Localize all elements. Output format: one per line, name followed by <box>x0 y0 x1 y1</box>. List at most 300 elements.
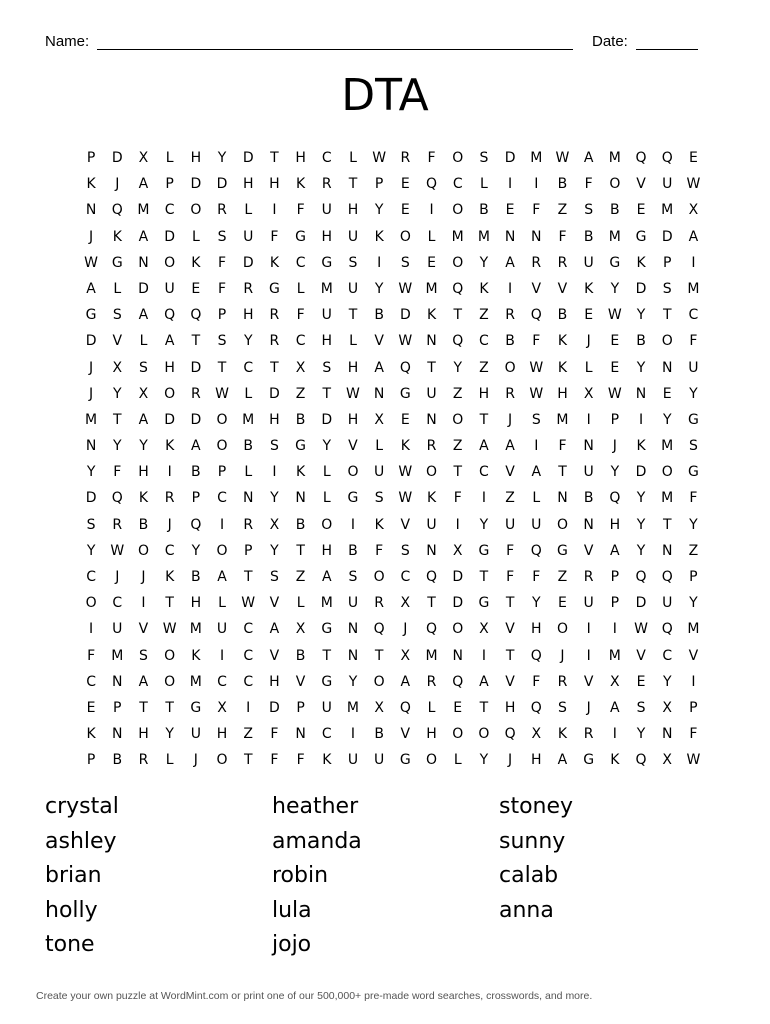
grid-letter: S <box>348 569 358 585</box>
grid-letter: U <box>583 464 594 481</box>
grid-letter: D <box>190 359 202 376</box>
grid-letter: D <box>190 411 202 428</box>
grid-letter: U <box>662 595 673 612</box>
grid-letter: E <box>636 673 646 690</box>
grid-letter: O <box>164 647 176 664</box>
grid-letter: X <box>138 150 149 166</box>
grid-letter: W <box>398 280 413 297</box>
grid-letter: P <box>113 699 122 716</box>
grid-letter: V <box>112 333 123 350</box>
grid-letter: B <box>557 307 568 324</box>
grid-letter: N <box>347 647 359 664</box>
grid-letter: S <box>139 647 148 664</box>
grid-letter: D <box>269 385 280 402</box>
grid-letter: I <box>429 202 434 219</box>
grid-letter: N <box>112 726 123 743</box>
grid-letter: R <box>243 516 254 533</box>
grid-letter: Y <box>191 542 201 559</box>
word-item: tone <box>45 932 95 957</box>
grid-letter: H <box>531 752 542 769</box>
grid-letter: A <box>138 673 149 690</box>
grid-letter: N <box>426 411 437 428</box>
grid-letter: O <box>452 150 464 166</box>
grid-letter: J <box>89 359 94 376</box>
grid-letter: R <box>112 516 123 533</box>
grid-letter: V <box>348 438 358 455</box>
grid-letter: A <box>479 673 489 690</box>
grid-letter: R <box>269 333 280 350</box>
grid-letter: Y <box>270 490 279 507</box>
grid-letter: F <box>296 202 305 219</box>
grid-letter: X <box>583 385 594 402</box>
grid-letter: B <box>191 464 201 481</box>
grid-letter: C <box>400 569 411 585</box>
grid-letter: F <box>532 333 541 350</box>
grid-letter: D <box>216 176 228 193</box>
grid-letter: Z <box>557 202 568 219</box>
grid-letter: U <box>347 595 359 612</box>
word-column <box>272 790 499 963</box>
grid-row <box>78 721 707 747</box>
grid-letter: A <box>374 359 384 376</box>
grid-letter: L <box>191 228 200 245</box>
grid-letter: T <box>165 699 174 716</box>
word-item: ashley <box>45 828 117 854</box>
grid-letter: Z <box>557 569 568 585</box>
grid-letter: G <box>399 385 411 402</box>
grid-letter: Q <box>190 307 202 324</box>
grid-letter: L <box>244 385 253 402</box>
grid-letter: O <box>452 254 464 271</box>
grid-letter: B <box>636 333 646 350</box>
grid-letter: T <box>348 176 358 193</box>
grid-letter: F <box>218 280 227 297</box>
grid-letter: K <box>557 726 568 743</box>
word-item: holly <box>45 897 98 923</box>
grid-letter: J <box>89 228 94 245</box>
grid-letter: H <box>269 176 280 193</box>
grid-letter: U <box>583 595 594 612</box>
grid-letter: D <box>190 176 202 193</box>
grid-letter: N <box>242 490 254 507</box>
grid-letter: Y <box>636 490 646 507</box>
grid-letter: Y <box>610 464 620 481</box>
grid-letter: B <box>374 307 384 324</box>
grid-letter: M <box>320 595 333 612</box>
grid-letter: O <box>452 411 464 428</box>
grid-letter: O <box>661 464 673 481</box>
grid-letter: W <box>686 176 701 193</box>
grid-letter: X <box>452 542 463 559</box>
grid-letter: W <box>555 150 570 166</box>
grid-letter: A <box>505 254 515 271</box>
grid-letter: E <box>400 176 410 193</box>
grid-letter: T <box>270 359 279 376</box>
grid-letter: L <box>296 280 305 297</box>
grid-letter: Y <box>113 438 122 455</box>
grid-letter: Q <box>399 699 411 716</box>
grid-letter: Q <box>661 621 673 638</box>
grid-letter: N <box>426 333 437 350</box>
grid-letter: I <box>455 516 460 533</box>
grid-letter: H <box>138 726 149 743</box>
grid-letter: Y <box>636 307 646 324</box>
grid-letter: F <box>270 726 279 743</box>
grid-letter: K <box>426 490 437 507</box>
grid-letter: O <box>373 673 385 690</box>
grid-letter: D <box>452 569 464 585</box>
grid-row <box>78 145 707 171</box>
grid-letter: K <box>165 438 175 455</box>
grid-letter: C <box>321 150 332 166</box>
grid-letter: D <box>242 150 254 166</box>
grid-letter: S <box>112 307 122 324</box>
grid-letter: M <box>137 202 150 219</box>
grid-letter: F <box>558 438 567 455</box>
grid-letter: D <box>635 280 647 297</box>
grid-letter: K <box>165 569 175 585</box>
grid-letter: Z <box>479 307 489 324</box>
grid-letter: A <box>164 333 175 350</box>
grid-letter: T <box>374 647 384 664</box>
grid-letter: W <box>372 150 387 166</box>
grid-letter: U <box>321 202 332 219</box>
grid-row <box>78 747 707 773</box>
grid-letter: E <box>688 150 698 166</box>
grid-letter: S <box>400 542 410 559</box>
grid-letter: A <box>557 752 568 769</box>
grid-letter: Z <box>295 385 306 402</box>
grid-letter: S <box>558 699 567 716</box>
grid-letter: K <box>636 254 646 271</box>
grid-letter: B <box>583 490 594 507</box>
grid-letter: C <box>662 647 673 664</box>
grid-letter: J <box>167 516 172 533</box>
grid-letter: R <box>138 752 149 769</box>
grid-letter: U <box>112 621 123 638</box>
grid-letter: C <box>243 673 254 690</box>
grid-letter: M <box>608 647 621 664</box>
grid-letter: S <box>269 569 279 585</box>
grid-letter: F <box>532 569 541 585</box>
grid-letter: R <box>557 673 568 690</box>
grid-row <box>78 616 707 642</box>
grid-letter: K <box>269 254 279 271</box>
grid-letter: A <box>610 699 620 716</box>
grid-letter: K <box>557 333 568 350</box>
grid-letter: X <box>374 411 384 428</box>
grid-letter: I <box>219 516 225 533</box>
grid-letter: I <box>508 176 513 193</box>
grid-letter: S <box>217 333 227 350</box>
grid-letter: T <box>453 464 462 481</box>
grid-row <box>78 407 707 433</box>
grid-letter: L <box>532 490 541 507</box>
grid-letter: V <box>557 280 568 297</box>
grid-letter: Y <box>479 752 489 769</box>
grid-letter: F <box>113 464 122 481</box>
grid-letter: U <box>662 176 673 193</box>
grid-letter: B <box>112 752 123 769</box>
grid-letter: C <box>217 673 227 690</box>
grid-letter: Q <box>399 359 411 376</box>
grid-letter: D <box>504 150 516 166</box>
grid-letter: I <box>272 464 277 481</box>
grid-letter: E <box>610 359 620 376</box>
grid-letter: G <box>321 673 333 690</box>
grid-row <box>78 197 707 223</box>
grid-letter: K <box>86 176 96 193</box>
grid-letter: K <box>610 752 620 769</box>
grid-letter: V <box>505 464 515 481</box>
grid-row <box>78 381 707 407</box>
grid-letter: F <box>375 542 384 559</box>
grid-letter: Y <box>662 673 672 690</box>
grid-letter: M <box>111 647 124 664</box>
grid-letter: E <box>191 280 201 297</box>
grid-row <box>78 538 707 564</box>
grid-letter: R <box>505 385 515 402</box>
grid-letter: D <box>399 307 411 324</box>
grid-letter: H <box>557 385 568 402</box>
grid-letter: A <box>531 464 542 481</box>
grid-letter: A <box>269 621 280 638</box>
grid-letter: A <box>191 438 201 455</box>
grid-row <box>78 564 707 590</box>
name-blank-line <box>97 49 573 50</box>
grid-letter: O <box>164 254 176 271</box>
word-item: stoney <box>499 794 574 819</box>
grid-letter: K <box>426 307 437 324</box>
grid-letter: N <box>661 542 673 559</box>
grid-letter: T <box>191 333 201 350</box>
grid-letter: B <box>610 202 620 219</box>
grid-row <box>78 512 707 538</box>
footer-credit: Create your own puzzle at WordMint.com or print one of our 500,000+ pre-made word searches, crosswords, and more. <box>36 990 593 1002</box>
grid-letter: Z <box>295 569 306 585</box>
grid-letter: W <box>162 621 177 638</box>
grid-letter: B <box>348 542 358 559</box>
grid-row <box>78 695 707 721</box>
grid-letter: I <box>377 254 382 271</box>
grid-letter: X <box>400 595 411 612</box>
grid-letter: D <box>85 333 97 350</box>
grid-row <box>78 433 707 459</box>
grid-letter: H <box>190 595 202 612</box>
grid-letter: N <box>85 202 97 219</box>
grid-letter: A <box>583 150 594 166</box>
grid-letter: K <box>584 280 594 297</box>
grid-letter: R <box>426 438 437 455</box>
grid-letter: Q <box>530 647 542 664</box>
grid-letter: E <box>427 254 436 271</box>
grid-letter: Y <box>165 726 174 743</box>
grid-letter: H <box>347 359 359 376</box>
grid-letter: S <box>400 254 410 271</box>
grid-letter: N <box>557 490 568 507</box>
grid-letter: X <box>400 647 411 664</box>
grid-letter: G <box>85 307 97 324</box>
grid-letter: F <box>689 333 698 350</box>
grid-letter: I <box>586 411 591 428</box>
grid-letter: Y <box>86 464 96 481</box>
grid-letter: R <box>557 254 568 271</box>
grid-letter: H <box>609 516 621 533</box>
grid-letter: H <box>347 411 359 428</box>
grid-letter: Y <box>479 254 489 271</box>
grid-letter: N <box>531 228 542 245</box>
grid-letter: P <box>243 542 253 559</box>
grid-letter: N <box>295 726 306 743</box>
grid-row <box>78 171 707 197</box>
grid-letter: W <box>607 385 622 402</box>
grid-letter: E <box>86 699 96 716</box>
grid-letter: D <box>321 411 333 428</box>
grid-letter: T <box>243 569 253 585</box>
grid-letter: B <box>138 516 149 533</box>
word-item: calab <box>499 863 559 888</box>
grid-letter: I <box>246 699 251 716</box>
grid-letter: V <box>583 542 594 559</box>
grid-letter: D <box>635 464 647 481</box>
grid-letter: A <box>138 228 149 245</box>
grid-letter: L <box>584 359 593 376</box>
grid-letter: C <box>243 359 254 376</box>
grid-letter: X <box>531 726 542 743</box>
grid-letter: G <box>347 490 359 507</box>
grid-letter: O <box>504 359 516 376</box>
grid-letter: O <box>85 595 97 612</box>
grid-letter: Y <box>348 673 358 690</box>
grid-letter: G <box>687 411 699 428</box>
grid-letter: A <box>217 569 227 585</box>
grid-letter: U <box>504 516 516 533</box>
grid-letter: U <box>164 280 175 297</box>
grid-letter: O <box>216 438 228 455</box>
grid-letter: M <box>320 280 333 297</box>
grid-letter: P <box>217 464 227 481</box>
grid-letter: U <box>688 359 699 376</box>
grid-letter: H <box>426 726 437 743</box>
grid-letter: R <box>374 595 385 612</box>
grid-letter: F <box>506 569 515 585</box>
grid-letter: P <box>610 569 620 585</box>
grid-letter: C <box>321 726 332 743</box>
grid-letter: O <box>556 516 568 533</box>
grid-letter: P <box>165 176 174 193</box>
grid-letter: Z <box>479 359 489 376</box>
grid-letter: L <box>453 752 462 769</box>
grid-letter: A <box>688 228 699 245</box>
grid-letter: Y <box>636 359 646 376</box>
grid-letter: O <box>452 621 464 638</box>
grid-letter: V <box>374 333 384 350</box>
grid-letter: V <box>636 176 646 193</box>
grid-letter: X <box>662 752 673 769</box>
grid-letter: M <box>189 673 202 690</box>
grid-letter: H <box>347 202 359 219</box>
word-list <box>45 790 735 963</box>
word-item: amanda <box>272 828 362 854</box>
grid-letter: Y <box>113 385 122 402</box>
grid-letter: Q <box>530 307 542 324</box>
grid-letter: E <box>584 307 594 324</box>
grid-letter: B <box>243 438 254 455</box>
grid-row <box>78 590 707 616</box>
grid-letter: Y <box>139 438 148 455</box>
grid-letter: F <box>532 202 541 219</box>
grid-letter: S <box>322 359 332 376</box>
word-item: sunny <box>499 828 566 854</box>
grid-row <box>78 355 707 381</box>
grid-letter: V <box>295 673 306 690</box>
grid-letter: Q <box>452 333 464 350</box>
grid-letter: O <box>164 385 176 402</box>
grid-letter: D <box>111 150 123 166</box>
grid-letter: Q <box>190 516 202 533</box>
grid-letter: I <box>508 280 513 297</box>
grid-letter: H <box>321 333 333 350</box>
grid-letter: P <box>610 595 620 612</box>
date-blank-line <box>636 49 698 50</box>
grid-letter: R <box>321 176 332 193</box>
word-item: anna <box>499 897 554 923</box>
grid-letter: V <box>505 621 515 638</box>
grid-letter: D <box>661 228 673 245</box>
grid-letter: J <box>403 621 408 638</box>
grid-letter: J <box>115 176 120 193</box>
grid-letter: P <box>296 699 305 716</box>
grid-letter: G <box>295 228 307 245</box>
grid-letter: T <box>479 569 489 585</box>
grid-letter: T <box>113 411 122 428</box>
grid-letter: Z <box>243 726 254 743</box>
grid-letter: S <box>86 516 96 533</box>
grid-letter: I <box>481 647 486 664</box>
grid-letter: O <box>661 333 673 350</box>
grid-letter: G <box>557 542 568 559</box>
grid-letter: B <box>374 726 384 743</box>
grid-row <box>78 669 707 695</box>
grid-letter: P <box>689 699 698 716</box>
grid-letter: H <box>269 411 280 428</box>
grid-letter: Q <box>661 150 673 166</box>
grid-row <box>78 643 707 669</box>
grid-letter: N <box>138 254 149 271</box>
grid-letter: N <box>85 438 97 455</box>
grid-letter: H <box>138 464 149 481</box>
grid-letter: M <box>242 411 255 428</box>
grid-letter: Q <box>452 280 464 297</box>
grid-letter: K <box>374 228 384 245</box>
grid-letter: Q <box>452 673 464 690</box>
grid-letter: M <box>425 280 438 297</box>
grid-letter: W <box>529 359 544 376</box>
grid-letter: E <box>636 202 646 219</box>
grid-letter: Y <box>636 516 646 533</box>
grid-letter: O <box>452 726 464 743</box>
grid-letter: K <box>557 359 568 376</box>
word-column <box>45 790 272 963</box>
grid-letter: G <box>268 280 280 297</box>
grid-letter: W <box>346 385 360 402</box>
grid-letter: G <box>609 254 621 271</box>
grid-letter: H <box>242 307 254 324</box>
word-item: heather <box>272 794 359 819</box>
grid-letter: W <box>84 254 99 271</box>
grid-letter: O <box>373 569 385 585</box>
grid-letter: X <box>374 699 384 716</box>
